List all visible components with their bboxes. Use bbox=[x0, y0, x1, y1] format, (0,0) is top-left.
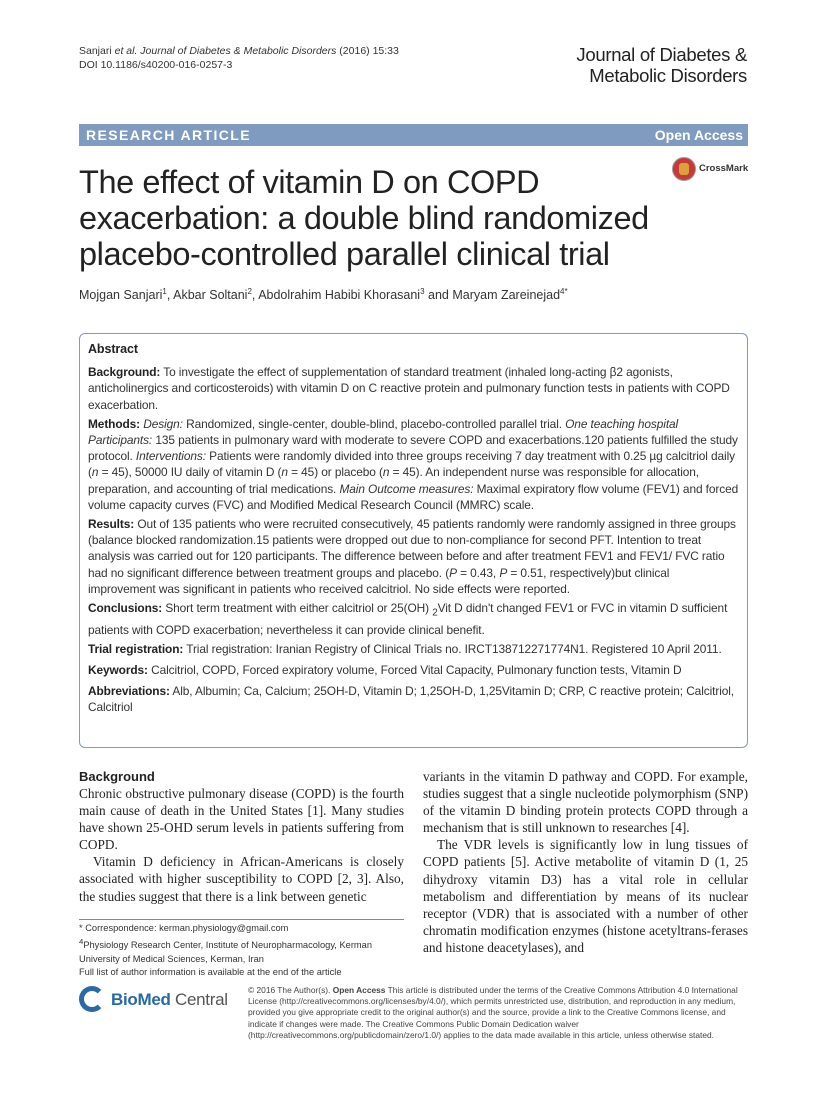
article-type-label: RESEARCH ARTICLE bbox=[86, 127, 251, 143]
body-column-left bbox=[79, 768, 404, 905]
doi: DOI 10.1186/s40200-016-0257-3 bbox=[79, 59, 233, 71]
correspondence-footnote: * Correspondence: kerman.physiology@gmail.com bbox=[79, 923, 289, 933]
author: Maryam Zareinejad bbox=[452, 288, 561, 303]
abstract-abbreviations: Abbreviations: Alb, Albumin; Ca, Calcium; 25OH-D, Vitamin D; 1,25OH-D, 1,25Vitamin D; CRP, C reactive protein; Calcitriol, Calcitriol bbox=[88, 684, 734, 715]
footnote-divider bbox=[79, 919, 404, 920]
abstract-keywords: Keywords: Calcitriol, COPD, Forced expiratory volume, Forced Vital Capacity, Pulmonary function tests, Vitamin D bbox=[88, 663, 682, 678]
section-heading-background: Background bbox=[79, 769, 155, 784]
body-paragraph: The VDR levels is significantly low in lung tissues of COPD patients [5]. Active metabolite of vitamin D (1, 25 dihydroxy vitamin D3) has a vital role in cellular metabolism and differentiation by means of its nuclear receptor (VDR) that is associated with a number of other chromatin modification enzymes (histone acetyltrans-ferases and histone deacetylases), and bbox=[423, 837, 748, 955]
abstract-methods: Methods: Design: Randomized, single-center, double-blind, placebo-controlled parallel trial. One teaching hospital Participants: 135 patients in pulmonary ward with moderate to severe COPD and exacerbations.120 patients fulfilled the study protocol. Interventions: Patients were randomly divided into three groups receiving 7 day treatment with 0.25 µg calcitriol daily (n = 45), 50000 IU daily of vitamin D (n = 45) or placebo (n = 45). An independent nurse was responsible for allocation, preparation, and accounting of trial medications. Main Outcome measures: Maximal expiratory flow volume (FEV1) and forced volume capacity curves (FVC) and Modified Medical Research Council (MMRC) scale. bbox=[88, 416, 739, 512]
abstract-background: Background: To investigate the effect of supplementation of standard treatment (inhaled long-acting β2 agonists, anticholinergics and corticosteroids) with vitamin D on C reactive protein and pulmonary function tests in patients with COPD exacerbation. bbox=[88, 365, 730, 412]
author: Akbar Soltani bbox=[173, 288, 248, 303]
citation-header: Sanjari et al. Journal of Diabetes & Metabolic Disorders (2016) 15:33 DOI 10.1186/s40200-016-0257-3 bbox=[79, 45, 399, 71]
publisher-logo: BioMed Central bbox=[79, 984, 239, 1016]
abstract-results: Results: Out of 135 patients who were recruited consecutively, 45 patients randomly were randomly assigned in three groups (balance blocked randomization.15 patients were dropped out due to non-compliance for second PFT. Intention to treat analysis was carried out for 120 participants. The difference between before and after treatment FEV1 and FEV1/ FVC ratio had no significant difference between treatment groups and placebo. (P = 0.43, P = 0.51, respectively)but clinical improvement was significant in patients who received calcitriol. No side effects were reported. bbox=[88, 517, 736, 596]
author-list: Mojgan Sanjari$^1$, Akbar Soltani$^2$, Abdolrahim Habibi Khorasani$^3$ and Maryam Zareinejad$^{4*}$ bbox=[79, 287, 568, 303]
body-column-right bbox=[423, 768, 748, 956]
abstract-trial-registration: Trial registration: Trial registration: Iranian Registry of Clinical Trials no. IRCT138712271774N1. Registered 10 April 2011. bbox=[88, 641, 722, 656]
abstract-conclusions: Conclusions: Short term treatment with either calcitriol or 25(OH) $_2$Vit D didn't changed FEV1 or FVC in vitamin D sufficient patients with COPD exacerbation; nevertheless it can provide clinical benefit. bbox=[88, 601, 728, 637]
crossmark-badge[interactable] bbox=[672, 157, 750, 183]
journal-name: Journal of Diabetes & Metabolic Disorders bbox=[576, 44, 747, 86]
author-info-footnote: Full list of author information is available at the end of the article bbox=[79, 966, 342, 977]
affiliation-footnote: $^4$Physiology Research Center, Institute of Neuropharmacology, Kerman University of Medical Sciences, Kerman, Iran bbox=[79, 937, 373, 964]
article-type-band bbox=[79, 124, 748, 146]
footnotes bbox=[79, 922, 409, 979]
abstract-heading: Abstract bbox=[88, 342, 138, 356]
author: Mojgan Sanjari bbox=[79, 288, 163, 303]
body-paragraph: Chronic obstructive pulmonary disease (COPD) is the fourth main cause of death in the United States [1]. Many studies have shown 25-OHD serum levels in patients suffering from COPD. bbox=[79, 786, 404, 853]
abstract-box bbox=[79, 333, 748, 748]
crossmark-label: CrossMark bbox=[699, 163, 749, 174]
open-access-label: Open Access bbox=[654, 127, 743, 143]
body-paragraph: Vitamin D deficiency in African-Americans is closely associated with higher susceptibility to COPD [2, 3]. Also, the studies suggest that there is a link between genetic bbox=[79, 854, 404, 904]
biomed-central-icon bbox=[79, 986, 105, 1012]
article-title: The effect of vitamin D on COPD exacerbation: a double blind randomized placebo-controlled parallel clinical trial bbox=[79, 164, 649, 272]
author: Abdolrahim Habibi Khorasani bbox=[258, 288, 421, 303]
license-statement: © 2016 The Author(s). Open Access This article is distributed under the terms of the Creative Commons Attribution 4.0 International License (http://creativecommons.org/licenses/by/4.0/), which permits unrestricted use, distribution, and reproduction in any medium, provided you give appropriate credit to the original author(s) and the source, provide a link to the Creative Commons license, and indicate if changes were made. The Creative Commons Public Domain Dedication waiver (http://creativecommons.org/publicdomain/zero/1.0/) applies to the data made available in this article, unless otherwise stated. bbox=[248, 985, 738, 1040]
crossmark-icon bbox=[672, 157, 696, 181]
body-paragraph: variants in the vitamin D pathway and COPD. For example, studies suggest that a single nucleotide polymorphism (SNP) of the vitamin D binding protein protects COPD through a mechanism that is still unknown to researches [4]. bbox=[423, 769, 748, 836]
